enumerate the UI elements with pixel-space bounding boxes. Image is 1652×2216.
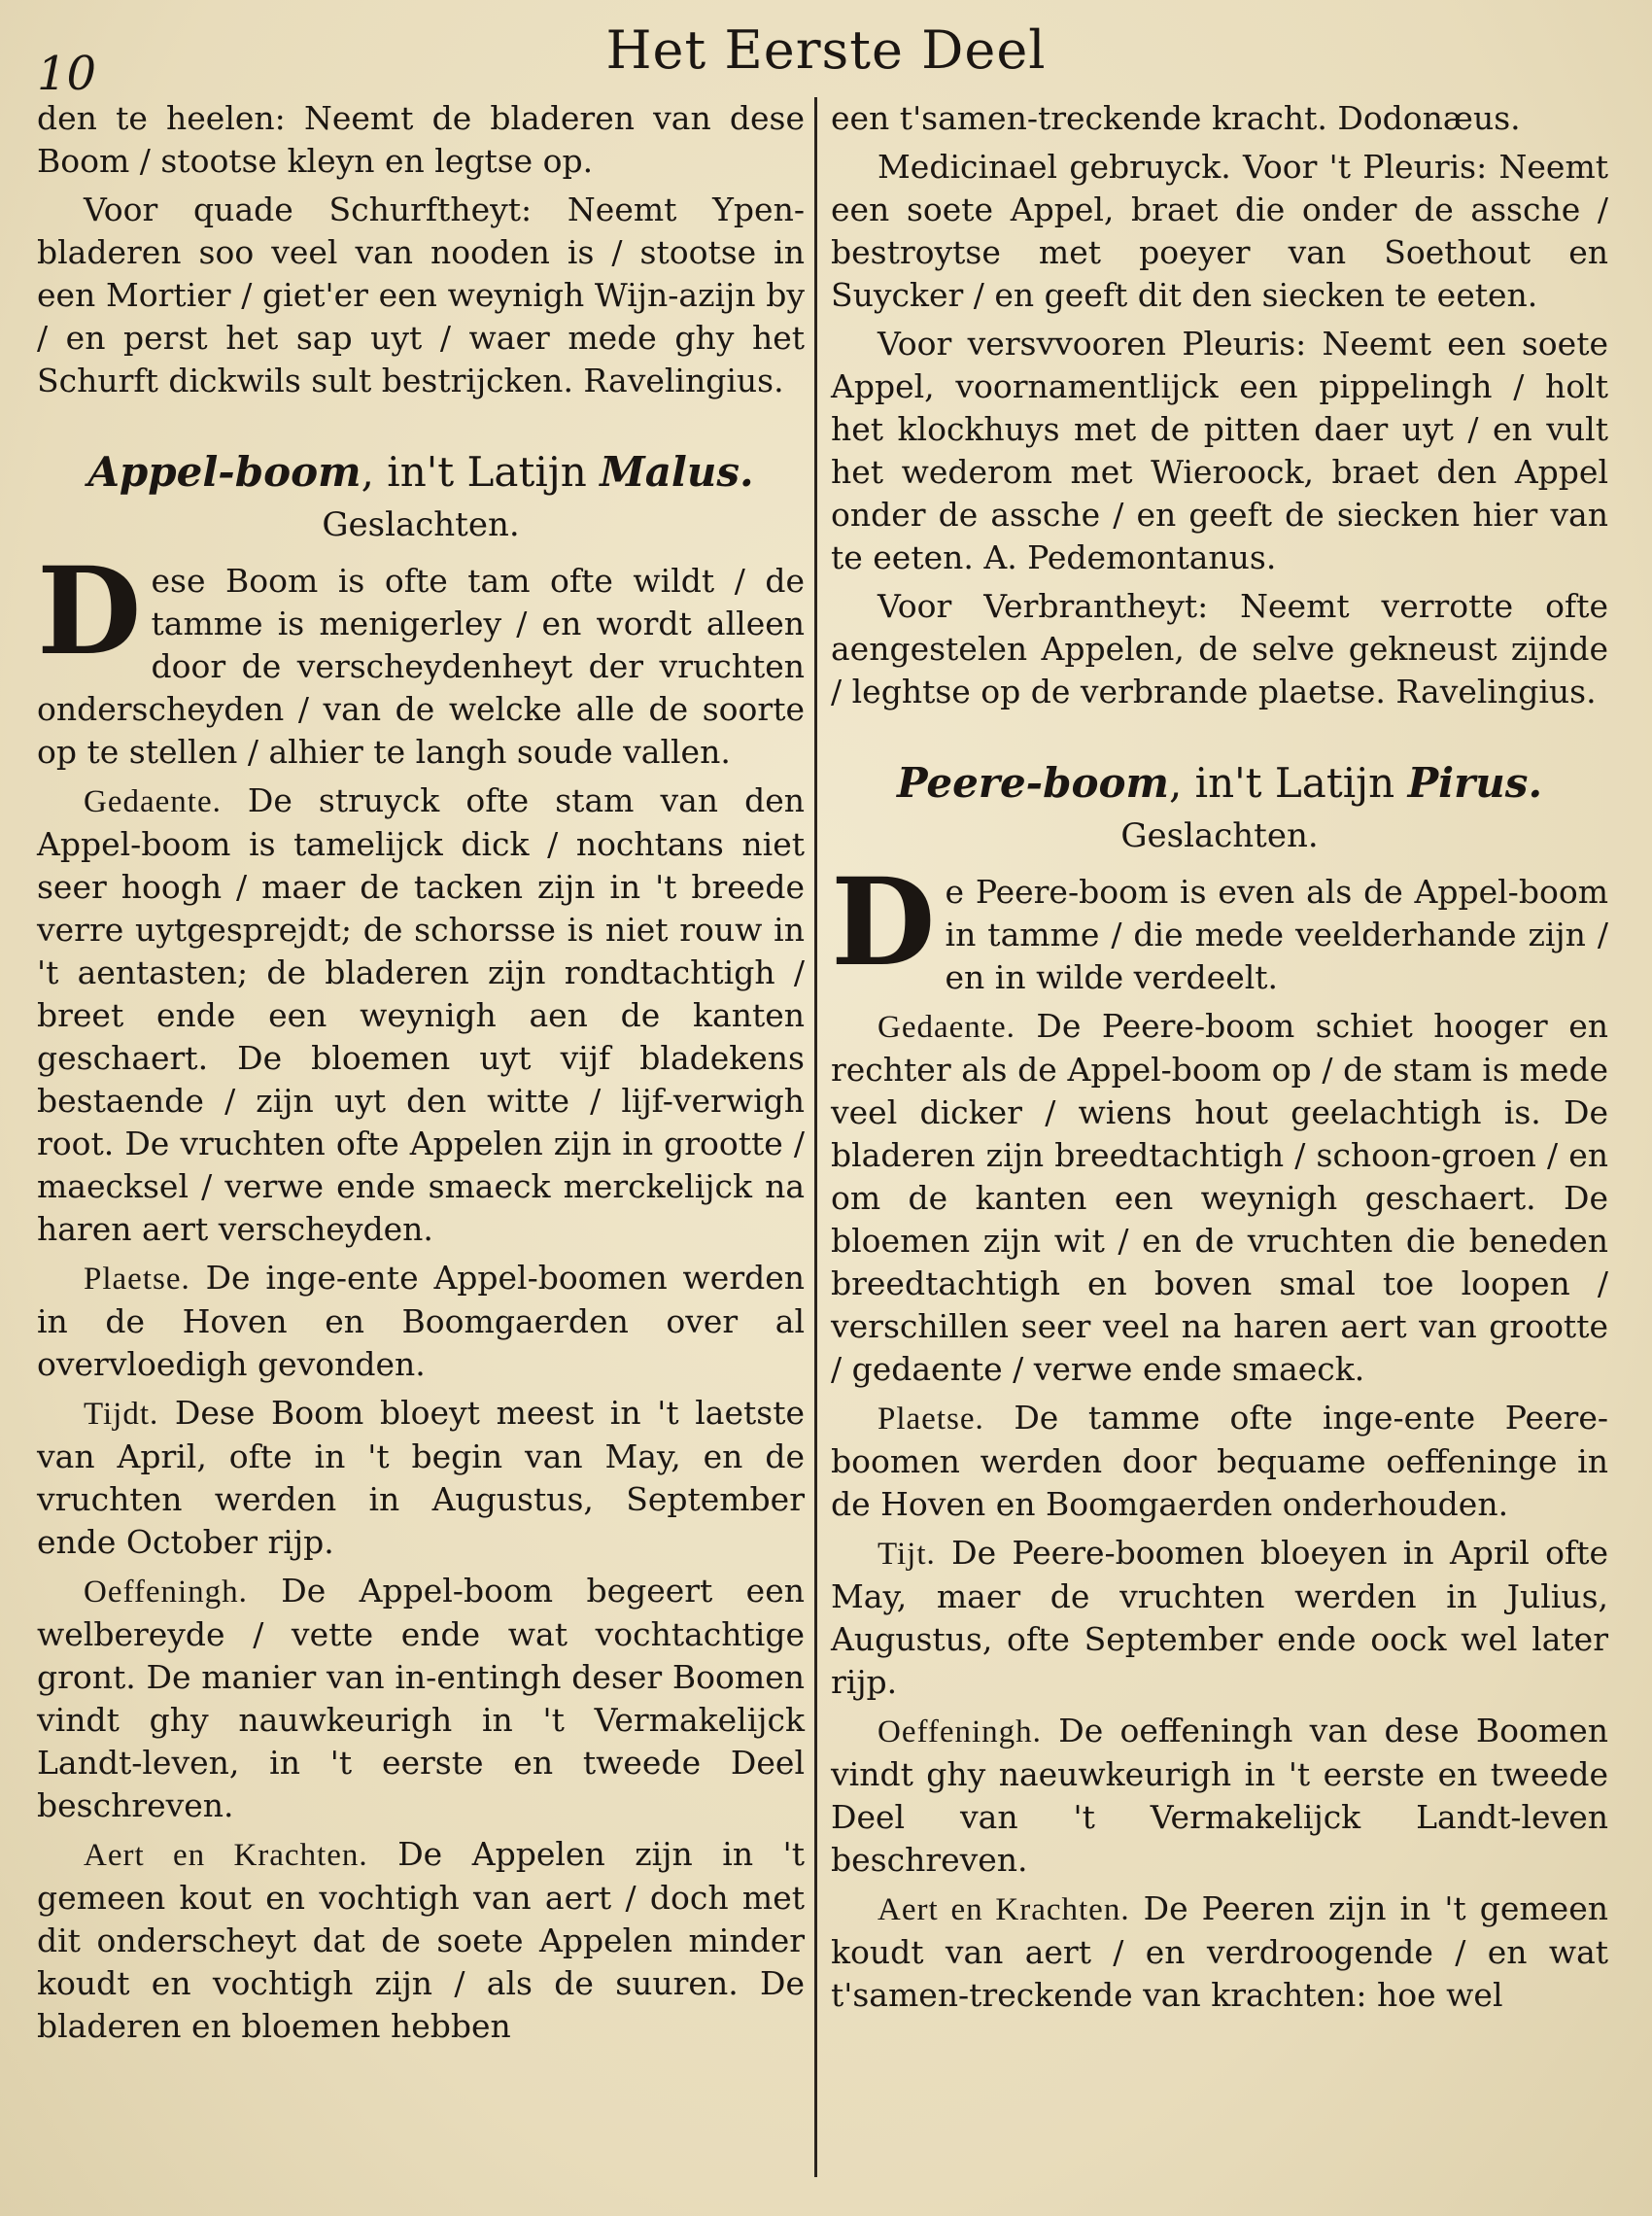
paragraph-pear-cultivation bbox=[831, 1710, 1608, 1882]
text-apple-nature: De Appelen zijn in 't gemeen kout en vochtigh van aert / doch met dit onderscheyt dat de soete Appelen minder koudt en vochtigh zijn / als de suuren. De bladeren en bloemen hebben bbox=[37, 1835, 806, 2045]
column-divider bbox=[814, 97, 817, 2177]
text-pear-time: De Peere-boomen bloeyen in April ofte May, maer de vruchten werden in Julius, Augustus, ofte September ende oock wel later rijp. bbox=[831, 1534, 1608, 1701]
entry-name-pear: Peere-boom bbox=[896, 759, 1169, 807]
text-apple-place: De inge-ente Appel-boomen werden in de Hoven en Boomgaerden over al overvloedigh gevonden. bbox=[37, 1259, 805, 1383]
entry-heading-mid: , in't Latijn bbox=[1168, 759, 1395, 807]
text-pear-nature: De Peeren zijn in 't gemeen koudt van aert / en verdroogende / en wat t'samen-treckende van krachten: hoe wel bbox=[831, 1889, 1608, 2014]
page-header bbox=[0, 8, 1652, 101]
paragraph-pear-place bbox=[831, 1397, 1608, 1526]
running-title: Het Eerste Deel bbox=[605, 19, 1047, 81]
text-apple-form: De struyck ofte stam van den Appel-boom is tamelijck dick / nochtans niet seer hoogh / maer de tacken zijn in 't breede verre uytgesprejdt; de schorsse is niet rouw in 't aentasten; de bladeren zijn rondtachtigh / breet ende een weynigh aen de kanten geschaert. De bloemen uyt vijf bladekens bestaende / zijn uyt den witte / lijf-verwigh root. De vruchten ofte Appelen zijn in grootte / maecksel / verwe ende smaeck merckelijck na haren aert verscheyden. bbox=[37, 781, 805, 1248]
entry-heading-pear bbox=[831, 756, 1608, 811]
paragraph-pleurisy-remedy: Medicinael gebruyck. Voor 't Pleuris: Neemt een soete Appel, braet die onder de assche / bestroytse met poeyer van Soethout en Suycker / en geeft dit den siecken te eeten. bbox=[831, 148, 1608, 314]
paragraph-severe-pleurisy-remedy: Voor versvvooren Pleuris: Neemt een soete Appel, voornamentlijck een pippelingh / holt het klockhuys met de pitten daer uyt / en vult het wederom met Wieroock, braet den Appel onder de assche / en geeft de siecken hier van te eeten. A. Pedemontanus. bbox=[831, 325, 1608, 576]
text-pear-cultivation: De oeffeningh van dese Boomen vindt ghy naeuwkeurigh in 't eerste en tweede Deel van 't Vermakelijck Landt-leven beschreven. bbox=[831, 1712, 1608, 1879]
label-time: Tijdt. bbox=[84, 1397, 159, 1432]
subheading-kinds-pear: Geslachten. bbox=[1120, 816, 1319, 855]
label-time: Tijt. bbox=[878, 1537, 936, 1572]
paragraph-pear-form bbox=[831, 1005, 1608, 1391]
text-pear-place: De tamme ofte inge-ente Peere-boomen werden door bequame oeffeninge in de Hoven en Boomgaerden onderhouden. bbox=[831, 1399, 1608, 1523]
paragraph-apple-time bbox=[37, 1392, 805, 1564]
left-column bbox=[37, 97, 805, 2054]
text-pear-form: De Peere-boom schiet hooger en rechter als de Appel-boom op / de stam is mede veel dicker / wiens hout geelachtigh is. De bladeren zijn breedtachtigh / schoon-groen / en om de kanten een weynigh geschaert. De bloemen zijn wit / en de vruchten die beneden breedtachtigh en boven smal toe loopen / verschillen seer veel na haren aert van grootte / gedaente / verwe ende smaeck. bbox=[831, 1007, 1608, 1388]
label-form: Gedaente. bbox=[878, 1010, 1015, 1045]
label-place: Plaetse. bbox=[878, 1402, 984, 1437]
paragraph-burn-remedy: Voor Verbrantheyt: Neemt verrotte ofte aengestelen Appelen, de selve gekneust zijnde / leghtse op de verbrande plaetse. Ravelingius. bbox=[831, 587, 1608, 710]
paragraph-apple-cultivation bbox=[37, 1570, 805, 1827]
paragraph-wound-remedy: den te heelen: Neemt de bladeren van dese Boom / stootse kleyn en legtse op. bbox=[37, 99, 805, 180]
text-apple-cultivation: De Appel-boom begeert een welbereyde / vette ende wat vochtachtige gront. De manier van in-entingh deser Boomen vindt ghy nauwkeurigh in 't Vermakelijck Landt-leven, in 't eerste en tweede Deel beschreven. bbox=[37, 1572, 805, 1824]
paragraph-pear-time bbox=[831, 1532, 1608, 1704]
text-apple-time: Dese Boom bloeyt meest in 't laetste van April, ofte in 't begin van May, en de vruchten werden in Augustus, September ende October rijp. bbox=[37, 1394, 805, 1561]
entry-heading-mid: , in't Latijn bbox=[361, 448, 587, 496]
paragraph-apple-nature bbox=[37, 1833, 805, 2048]
paragraph-astringent: een t'samen-treckende kracht. Dodonæus. bbox=[831, 99, 1521, 137]
entry-heading-apple bbox=[37, 445, 805, 500]
subheading-kinds-apple: Geslachten. bbox=[322, 505, 520, 544]
label-form: Gedaente. bbox=[84, 784, 222, 819]
entry-latin-apple: Malus. bbox=[600, 448, 754, 496]
paragraph-apple-place bbox=[37, 1257, 805, 1386]
paragraph-pear-nature bbox=[831, 1887, 1608, 2017]
label-nature: Aert en Krachten. bbox=[878, 1892, 1130, 1927]
label-cultivation: Oeffeningh. bbox=[84, 1575, 248, 1610]
paragraph-pear-kinds: De Peere-boom is even als de Appel-boom in tamme / die mede veelderhande zijn / en in wilde verdeelt. bbox=[831, 852, 1608, 996]
right-column bbox=[831, 97, 1608, 2023]
paragraph-apple-form bbox=[37, 779, 805, 1251]
entry-name-apple: Appel-boom bbox=[87, 448, 361, 496]
page-number: 10 bbox=[37, 47, 97, 101]
label-nature: Aert en Krachten. bbox=[84, 1838, 368, 1873]
label-cultivation: Oeffeningh. bbox=[878, 1714, 1042, 1749]
paragraph-apple-kinds: Dese Boom is ofte tam ofte wildt / de tamme is menigerley / en wordt alleen door de verscheydenheyt der vruchten onderscheyden / van de welcke alle de soorte op te stellen / alhier te langh soude vallen. bbox=[37, 541, 805, 771]
entry-latin-pear: Pirus. bbox=[1407, 759, 1543, 807]
paragraph-scurf-remedy: Voor quade Schurftheyt: Neemt Ypen-bladeren soo veel van nooden is / stootse in een Mortier / giet'er een weynigh Wijn-azijn by / en perst het sap uyt / waer mede ghy het Schurft dickwils sult bestrijcken. Ravelingius. bbox=[37, 190, 805, 399]
label-place: Plaetse. bbox=[84, 1262, 190, 1297]
